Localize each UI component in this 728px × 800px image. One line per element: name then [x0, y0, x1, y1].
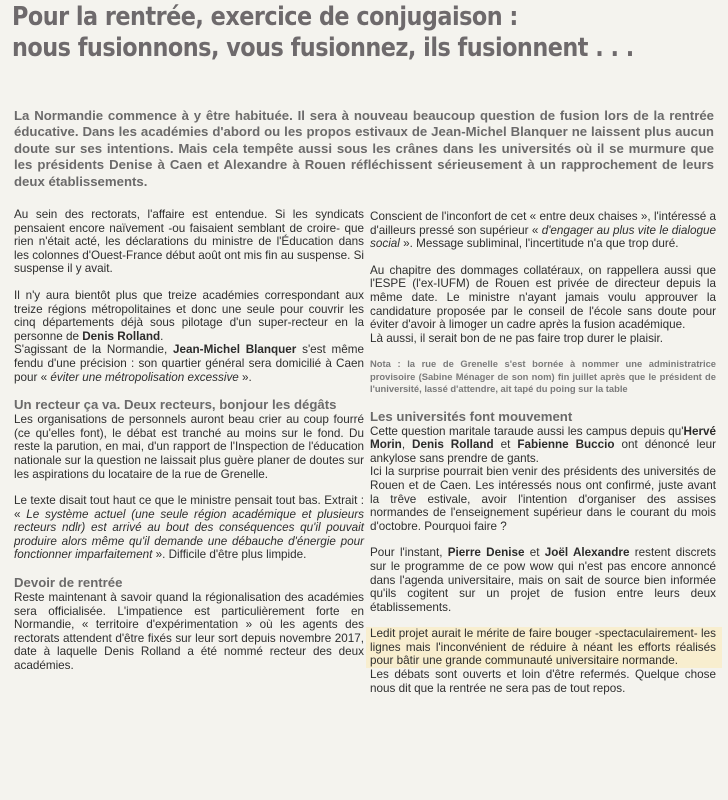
headline	[12, 2, 717, 64]
paragraph: Les débats sont ouverts et loin d'être refermés. Quelque chose nous dit que la rentrée ne sera pas de tout repos.	[370, 668, 716, 695]
subheading: Un recteur ça va. Deux recteurs, bonjour les dégâts	[14, 397, 337, 413]
person-name: Denis Rolland	[412, 438, 494, 452]
paragraph: Les organisations de personnels auront beau crier au coup fourré (ce qu'elles font), le débat est tranché au moins sur le fond. Du reste la parution, en mai, d'un rapport de l'Inspection de l'éducation nationale sur la question ne laissait plus guère planer de doutes sur les aspirations du locataire de la rue de Grenelle.	[14, 413, 364, 481]
person-name: Joël Alexandre	[544, 546, 630, 560]
person-name: Hervé Morin	[370, 424, 716, 452]
person-name: Jean-Michel Blanquer	[173, 343, 297, 357]
paragraph: S'agissant de la Normandie, Jean-Michel Blanquer s'est même fendu d'une précision : son quartier général sera domicilié à Caen pour « éviter une métropolisation excessive ».	[14, 343, 364, 384]
subheading: Devoir de rentrée	[14, 575, 123, 591]
quote: Le système actuel (une seule région académique et plusieurs recteurs ndlr) est arrivé au bout des conséquences qu'il pouvait produire alors même qu'il demande une débauche d'énergie pour fonctionner imparfaitement	[14, 507, 365, 562]
quote: éviter une métropolisation excessive	[50, 370, 239, 384]
paragraph: Le texte disait tout haut ce que le ministre pensait tout bas. Extrait : « Le système actuel (une seule région académique et plusieurs recteurs ndlr) est arrivé au bout des conséquences qu'il pouvait produire alors même qu'il demande une débauche d'énergie pour fonctionner imparfaitement ». Difficile d'être plus limpide.	[14, 494, 365, 562]
paragraph: Reste maintenant à savoir quand la régionalisation des académies sera officialisée. L'impatience est particulièrement forte en Normandie, « territoire d'expérimentation » où les agents des rectorats attendent d'être fixés sur leur sort depuis novembre 2017, date à laquelle Denis Rolland a été nommé recteur des deux académies.	[14, 591, 364, 673]
person-name: Denis Rolland	[82, 329, 161, 343]
paragraph: Au chapitre des dommages collatéraux, on rappellera aussi que l'ESPE (l'ex-IUFM) de Rouen est privée de directeur depuis la même date. Le ministre n'ayant jamais voulu approuver la candidature proposée par le conseil de l'école sans doute pour éviter d'avoir à limoger un cadre après la fusion académique.	[370, 263, 716, 332]
paragraph: Au sein des rectorats, l'affaire est entendue. Si les syndicats pensaient encore naïvement -ou faisaient semblant de croire- que rien n'était acté, les déclarations du ministre de l'Éducation dans les colonnes d'Ouest-France début août ont mis fin au suspense. Si suspense il y avait.	[14, 208, 364, 276]
paragraph: Ici la surprise pourrait bien venir des présidents des universités de Rouen et de Caen. Les intéressés nous ont confirmé, juste avant la trêve estivale, avoir l'intention d'organiser des assises normandes de l'enseignement supérieur dans le courant du mois d'octobre. Pourquoi faire ?	[370, 465, 716, 533]
headline-line-1: Pour la rentrée, exercice de conjugaison :	[12, 2, 518, 32]
paragraph: Conscient de l'inconfort de cet « entre deux chaises », l'intéressé a d'ailleurs pressé son supérieur « d'engager au plus vite le dialogue social ». Message subliminal, l'incertitude n'a que trop duré.	[370, 210, 716, 251]
left-column	[14, 208, 364, 686]
quote: d'engager au plus vite le dialogue social	[370, 223, 716, 251]
paragraph: Là aussi, il serait bon de ne pas faire trop durer le plaisir.	[370, 331, 663, 345]
paragraph: Cette question maritale taraude aussi les campus depuis qu'Hervé Morin, Denis Rolland et Fabienne Buccio ont dénoncé leur ankylose sans prendre de gants.	[370, 424, 716, 465]
lede-paragraph: La Normandie commence à y être habituée. Il sera à nouveau beaucoup question de fusion lors de la rentrée éducative. Dans les académies d'abord ou les propos estivaux de Jean-Michel Blanquer ne laissent plus aucun doute sur ses intentions. Mais cela tempête aussi sous les crânes dans les universités où il se murmure que les présidents Denise à Caen et Alexandre à Rouen réfléchissent sérieusement à un rapprochement de leurs deux établissements.	[14, 108, 714, 189]
headline-line-2: nous fusionnons, vous fusionnez, ils fusionnent . . .	[12, 33, 634, 63]
subheading: Les universités font mouvement	[370, 408, 573, 424]
person-name: Fabienne Buccio	[517, 438, 615, 452]
nota-note: Nota : la rue de Grenelle s'est bornée à nommer une administratrice provisoire (Sabine Ménager de son nom) fin juillet après que le président de l'université, lassé d'attendre, ait tapé du poing sur la table	[370, 358, 716, 395]
person-name: Pierre Denise	[447, 546, 525, 560]
paragraph: Ledit projet aurait le mérite de faire bouger -spectaculairement- les lignes mais l'inconvénient de réduire à néant les efforts réalisés pour bâtir une grande communauté universitaire normande.	[370, 627, 716, 668]
paragraph: Pour l'instant, Pierre Denise et Joël Alexandre restent discrets sur le programme de ce pow wow qui n'est pas encore annoncé dans l'agenda universitaire, mais on sait de source bien informée qu'ils cogitent sur un projet de fusion entre leurs deux établissements.	[370, 546, 717, 614]
highlighted-passage	[366, 627, 722, 668]
paragraph: Il n'y aura bientôt plus que treize académies correspondant aux treize régions métropolitaines et donc une seule pour couvrir les cinq départements déjà sous pilotage d'un super-recteur en la personne de Denis Rolland.	[14, 288, 364, 343]
right-column	[370, 210, 716, 708]
